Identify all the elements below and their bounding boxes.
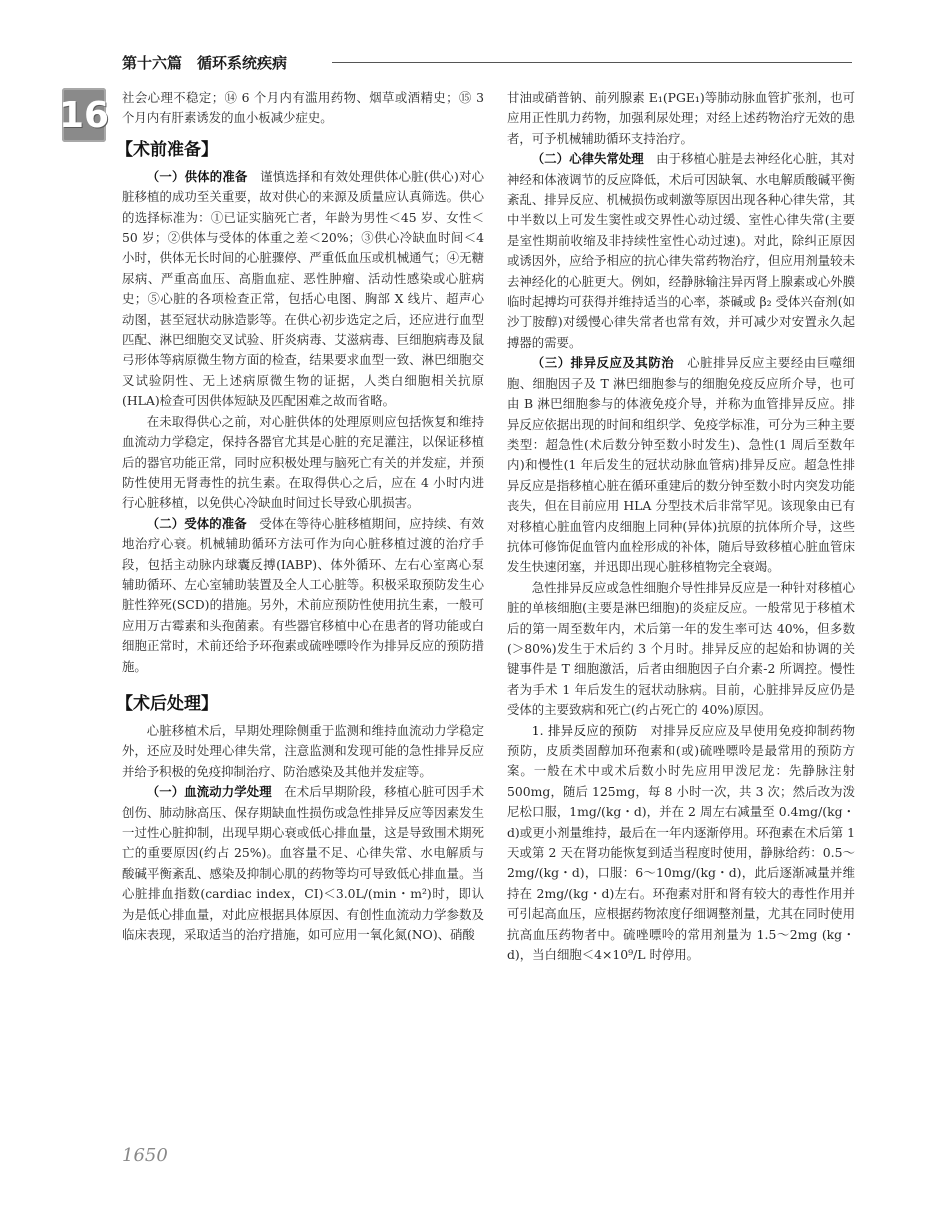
subheading-donor-prep: （一）供体的准备 (146, 168, 248, 184)
intro-paragraph: 社会心理不稳定；⑭ 6 个月内有滥用药物、烟草或酒精史；⑮ 3 个月内有肝素诱发的血小板减少症史。 (122, 90, 484, 126)
subheading-rejection-prevention: 1. 排异反应的预防 (531, 722, 638, 738)
paragraph-rejection (507, 353, 855, 577)
paragraph-rejection-prevention-text: 对排异反应应及早使用免疫抑制药物预防，皮质类固醇加环孢素和(或)硫唑嘌呤是最常用的预防方案。一般在术中或术后数小时先应用甲泼尼龙：先静脉注射 500mg，随后 125mg，每 8 小时一次，共 3 次；然后改为泼尼松口服，1mg/(kg・d)，并在 2 周左右减量至 0.4mg/(kg・d)或更小剂量维持，最后在一年内逐渐停用。环孢素在术后第 1 天或第 2 天在肾功能恢复到适当程度时使用，静脉给药：0.5～2mg/(kg・d)，口服：6～10mg/(kg・d)，此后逐渐减量并维持在 2mg/(kg・d)左右。环孢素对肝和肾有较大的毒性作用并可引起高血压，应根据药物浓度仔细调整剂量，尤其在同时使用抗高血压药物者中。硫唑嘌呤的常用剂量为 1.5～2mg (kg・d)，当白细胞＜4×10⁹/L 时停用。 (507, 722, 856, 963)
header-rule (332, 62, 852, 63)
left-column (116, 88, 485, 945)
right-column (507, 88, 855, 965)
paragraph-postop-intro: 心脏移植术后，早期处理除侧重于监测和维持血流动力学稳定外，还应及时处理心律失常，注意监测和发现可能的急性排异反应并给予积极的免疫抑制治疗、防治感染及其他并发症等。 (122, 722, 484, 779)
paragraph-recipient-prep-text: 受体在等待心脏移植期间，应持续、有效地治疗心衰。机械辅助循环方法可作为向心脏移植过渡的治疗手段，包括主动脉内球囊反搏(IABP)、体外循环、左右心室离心泵辅助循环、左心室辅助装置及全人工心脏等。积极采取预防发生心脏性猝死(SCD)的措施。另外，术前应预防性使用抗生素，一般可应用万古霉素和头孢菌素。有些器官移植中心在患者的肾功能或白细胞正常时，术前还给予环孢素或硫唑嘌呤作为排异反应的预防措施。 (122, 515, 485, 674)
paragraph-donor-handling: 在未取得供心之前，对心脏供体的处理原则应包括恢复和维持血流动力学稳定，保持各器官尤其是心脏的充足灌注，以保证移植后的器官功能正常，同时应积极处理与脑死亡有关的并发症，并预防性使用无肾毒性的抗生素。在取得供心之后，应在 4 小时内进行心脏移植，以免供心冷缺血时间过长导致心肌损害。 (122, 413, 484, 511)
paragraph-donor-prep (122, 167, 484, 412)
subheading-recipient-prep: （二）受体的准备 (146, 515, 247, 531)
paragraph-arrhythmia (507, 149, 855, 353)
section-heading-preop: 【术前准备】 (116, 139, 218, 160)
paragraph-donor-prep-text: 谨慎选择和有效处理供体心脏(供心)对心脏移植的成功至关重要，故对供心的来源及质量应认真筛选。供心的选择标准为：①已证实脑死亡者，年龄为男性＜45 岁、女性＜50 岁；②供体与受体的体重之差＜20%；③供心冷缺血时间＜4 小时，供体无长时间的心脏骤停、严重低血压或机械通气；④无糖尿病、严重高血压、高脂血症、恶性肿瘤、活动性感染或心脏病史；⑤心脏的各项检查正常，包括心电图、胸部 X 线片、超声心动图，甚至冠状动脉造影等。在供心初步选定之后，还应进行血型匹配、淋巴细胞交叉试验、肝炎病毒、艾滋病毒、巨细胞病毒及鼠弓形体等病原微生物方面的检查，结果要求血型一致、淋巴细胞交叉试验阴性、无上述病原微生物的证据，人类白细胞相关抗原(HLA)检查可因供体短缺及匹配困难之故而省略。 (122, 168, 484, 409)
running-header-title: 第十六篇 循环系统疾病 (122, 54, 288, 72)
paragraph-continued: 甘油或硝普钠、前列腺素 E₁(PGE₁)等肺动脉血管扩张剂，也可应用正性肌力药物，加强利尿处理；对经上述药物治疗无效的患者，可予机械辅助循环支持治疗。 (507, 90, 855, 146)
paragraph-rejection-prevention (507, 721, 855, 966)
section-heading-postop: 【术后处理】 (116, 693, 218, 714)
running-header (122, 50, 852, 76)
page-number: 1650 (122, 1145, 168, 1166)
subheading-arrhythmia: （二）心律失常处理 (531, 151, 644, 167)
chapter-number-badge: 16 (62, 88, 106, 142)
paragraph-arrhythmia-text: 由于移植心脏是去神经化心脏，其对神经和体液调节的反应降低，术后可因缺氧、水电解质酸碱平衡紊乱、排异反应、机械损伤或刺激等原因出现各种心律失常，其中半数以上可发生窦性或交界性心动过缓、室性心律失常(主要是室性期前收缩及非持续性室性心动过速)。对此，除纠正原因或诱因外，应给予相应的抗心律失常药物治疗，但应用剂量较未去神经化的心脏更大。例如，经静脉输注异丙肾上腺素或心外膜临时起搏均可获得并维持适当的心率，茶碱或 β₂ 受体兴奋剂(如沙丁胺醇)对缓慢心律失常者也常有效，并可减少对安置永久起搏器的需要。 (507, 151, 856, 350)
paragraph-rejection-text: 心脏排异反应主要经由巨噬细胞、细胞因子及 T 淋巴细胞参与的细胞免疫反应所介导，也可由 B 淋巴细胞参与的体液免疫介导，并称为血管排异反应。排异反应依据出现的时间和组织学、免疫学标准，可分为三种主要类型：超急性(术后数分钟至数小时发生)、急性(1 周后至数年内)和慢性(1 年后发生的冠状动脉血管病)排异反应。超急性排异反应是指移植心脏在循环重建后的数分钟至数小时内突发功能丧失，但在目前应用 HLA 分型技术后非常罕见。该现象由已有对移植心脏血管内皮细胞上同种(异体)抗原的抗体所介导，这些抗体可修饰促血管内血栓形成的补体，随后导致移植心脏血管床发生快速闭塞，并迅即出现心脏移植物完全衰竭。 (507, 355, 856, 575)
paragraph-hemodynamic-text: 在术后早期阶段，移植心脏可因手术创伤、肺动脉高压、保存期缺血性损伤或急性排异反应等因素发生一过性心脏抑制，出现早期心衰或低心排血量，这是导致围术期死亡的重要原因(约占 25%)。血容量不足、心律失常、水电解质与酸碱平衡紊乱、感染及抑制心肌的药物等均可导致低心排血量。当心脏排血指数(cardiac index，CI)＜3.0L/(min・m²)时，即认为是低心排血量，对此应根据具体原因、有创性血流动力学参数及临床表现，采取适当的治疗措施，如可应用一氧化氮(NO)、硝酸 (122, 784, 485, 943)
paragraph-recipient-prep (122, 514, 484, 677)
paragraph-acute-rejection: 急性排异反应或急性细胞介导性排异反应是一种针对移植心脏的单核细胞(主要是淋巴细胞)的炎症反应。一般常见于移植术后的第一周至数年内，术后第一年的发生率可达 40%，但多数(＞80%)发生于术后约 3 个月时。排异反应的起始和协调的关键事件是 T 细胞激活，后者由细胞因子白介素-2 所调控。慢性者为手术 1 年后发生的冠状动脉病。目前，心脏排异反应仍是受体的主要致病和死亡(约占死亡的 40%)原因。 (507, 579, 855, 718)
paragraph-hemodynamic (122, 782, 484, 945)
subheading-rejection: （三）排异反应及其防治 (531, 355, 675, 371)
subheading-hemodynamic: （一）血流动力学处理 (146, 784, 272, 800)
